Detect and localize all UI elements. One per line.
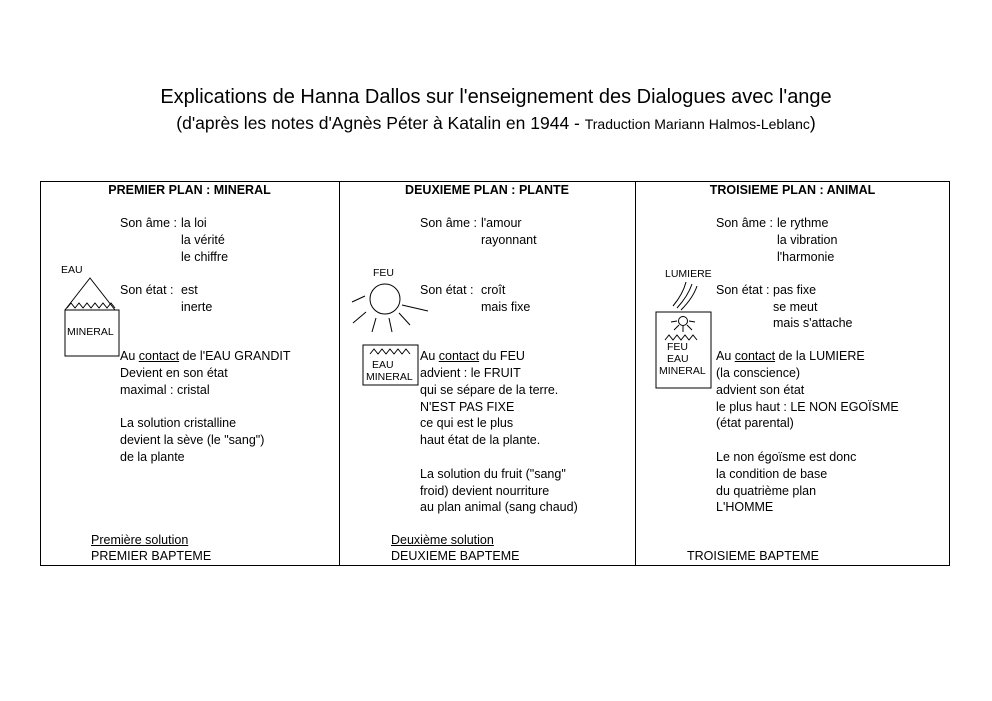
icon-label-mineral: MINERAL bbox=[366, 371, 413, 383]
ame-label: Son âme : bbox=[420, 216, 477, 230]
etat-value: se meut bbox=[773, 300, 818, 314]
column-header-animal: TROISIEME PLAN : ANIMAL bbox=[709, 183, 876, 197]
note-text: devient la sève (le "sang") bbox=[120, 433, 265, 447]
note-text: La solution cristalline bbox=[120, 416, 237, 430]
etat-label: Son état : bbox=[716, 283, 770, 297]
page-title: Explications de Hanna Dallos sur l'enseignement des Dialogues avec l'ange bbox=[160, 86, 832, 108]
ame-value: le rythme bbox=[777, 216, 829, 230]
bapteme-label: DEUXIEME BAPTEME bbox=[391, 549, 520, 563]
sun-fire-icon bbox=[348, 278, 430, 336]
column-divider bbox=[339, 181, 340, 566]
ame-value: le chiffre bbox=[181, 250, 229, 264]
bapteme-label: PREMIER BAPTEME bbox=[91, 549, 212, 563]
icon-label-mineral: MINERAL bbox=[659, 365, 706, 377]
icon-label-eau: EAU bbox=[61, 264, 83, 276]
ame-value: la vérité bbox=[181, 233, 225, 247]
contact-rest: de la LUMIERE bbox=[775, 349, 865, 363]
etat-value: pas fixe bbox=[773, 283, 817, 297]
contact-prefix: Au bbox=[420, 349, 439, 363]
note-text: La solution du fruit ("sang" bbox=[420, 467, 566, 481]
page-subtitle bbox=[0, 113, 992, 134]
contact-line bbox=[120, 348, 291, 365]
contact-word: contact bbox=[138, 349, 180, 363]
icon-label-lumiere: LUMIERE bbox=[665, 268, 712, 280]
column-header-mineral: PREMIER PLAN : MINERAL bbox=[108, 183, 271, 197]
contact-text: (état parental) bbox=[716, 416, 794, 430]
contact-text: ce qui est le plus bbox=[420, 416, 514, 430]
contact-line bbox=[420, 348, 525, 365]
ame-value: la vibration bbox=[777, 233, 838, 247]
note-text: de la plante bbox=[120, 450, 185, 464]
contact-rest: de l'EAU GRANDIT bbox=[179, 349, 291, 363]
ame-label: Son âme : bbox=[716, 216, 773, 230]
contact-text: N'EST PAS FIXE bbox=[420, 400, 515, 414]
etat-value: est bbox=[181, 283, 198, 297]
etat-value: mais fixe bbox=[481, 300, 531, 314]
icon-label-feu: FEU bbox=[667, 341, 688, 353]
icon-label-eau: EAU bbox=[372, 359, 394, 371]
ame-value: rayonnant bbox=[481, 233, 537, 247]
etat-value: mais s'attache bbox=[773, 316, 853, 330]
icon-label-eau: EAU bbox=[667, 353, 689, 365]
note-text: du quatrième plan bbox=[716, 484, 817, 498]
contact-prefix: Au bbox=[716, 349, 735, 363]
icon-label-feu: FEU bbox=[373, 267, 394, 279]
etat-value: inerte bbox=[181, 300, 213, 314]
note-text: la condition de base bbox=[716, 467, 828, 481]
contact-text: haut état de la plante. bbox=[420, 433, 541, 447]
solution-label: Deuxième solution bbox=[391, 533, 494, 547]
subtitle-translation: Traduction Mariann Halmos-Leblanc bbox=[584, 116, 810, 132]
contact-text: advient son état bbox=[716, 383, 805, 397]
note-text: au plan animal (sang chaud) bbox=[420, 500, 578, 514]
column-header-plante: DEUXIEME PLAN : PLANTE bbox=[405, 183, 569, 197]
contact-line bbox=[716, 348, 865, 365]
ame-value: la loi bbox=[181, 216, 207, 230]
note-text: L'HOMME bbox=[716, 500, 774, 514]
column-divider bbox=[635, 181, 636, 566]
etat-label: Son état : bbox=[420, 283, 474, 297]
bapteme-label: TROISIEME BAPTEME bbox=[687, 549, 819, 563]
contact-word: contact bbox=[438, 349, 480, 363]
contact-text: le plus haut : LE NON EGOÏSME bbox=[716, 400, 899, 414]
etat-value: croît bbox=[481, 283, 506, 297]
ame-value: l'amour bbox=[481, 216, 522, 230]
icon-label-mineral: MINERAL bbox=[67, 326, 114, 338]
contact-prefix: Au bbox=[120, 349, 139, 363]
contact-word: contact bbox=[734, 349, 776, 363]
contact-text: advient : le FRUIT bbox=[420, 366, 521, 380]
etat-label: Son état : bbox=[120, 283, 174, 297]
ame-label: Son âme : bbox=[120, 216, 177, 230]
contact-rest: du FEU bbox=[479, 349, 525, 363]
note-text: Le non égoïsme est donc bbox=[716, 450, 857, 464]
contact-text: Devient en son état bbox=[120, 366, 228, 380]
solution-label: Première solution bbox=[91, 533, 189, 547]
contact-text: qui se sépare de la terre. bbox=[420, 383, 559, 397]
contact-text: (la conscience) bbox=[716, 366, 801, 380]
note-text: froid) devient nourriture bbox=[420, 484, 550, 498]
subtitle-close: ) bbox=[809, 113, 816, 133]
ame-value: l'harmonie bbox=[777, 250, 835, 264]
mineral-house-icon bbox=[60, 274, 122, 360]
contact-text: maximal : cristal bbox=[120, 383, 210, 397]
subtitle-main: (d'après les notes d'Agnès Péter à Katalin en 1944 - bbox=[176, 113, 585, 133]
